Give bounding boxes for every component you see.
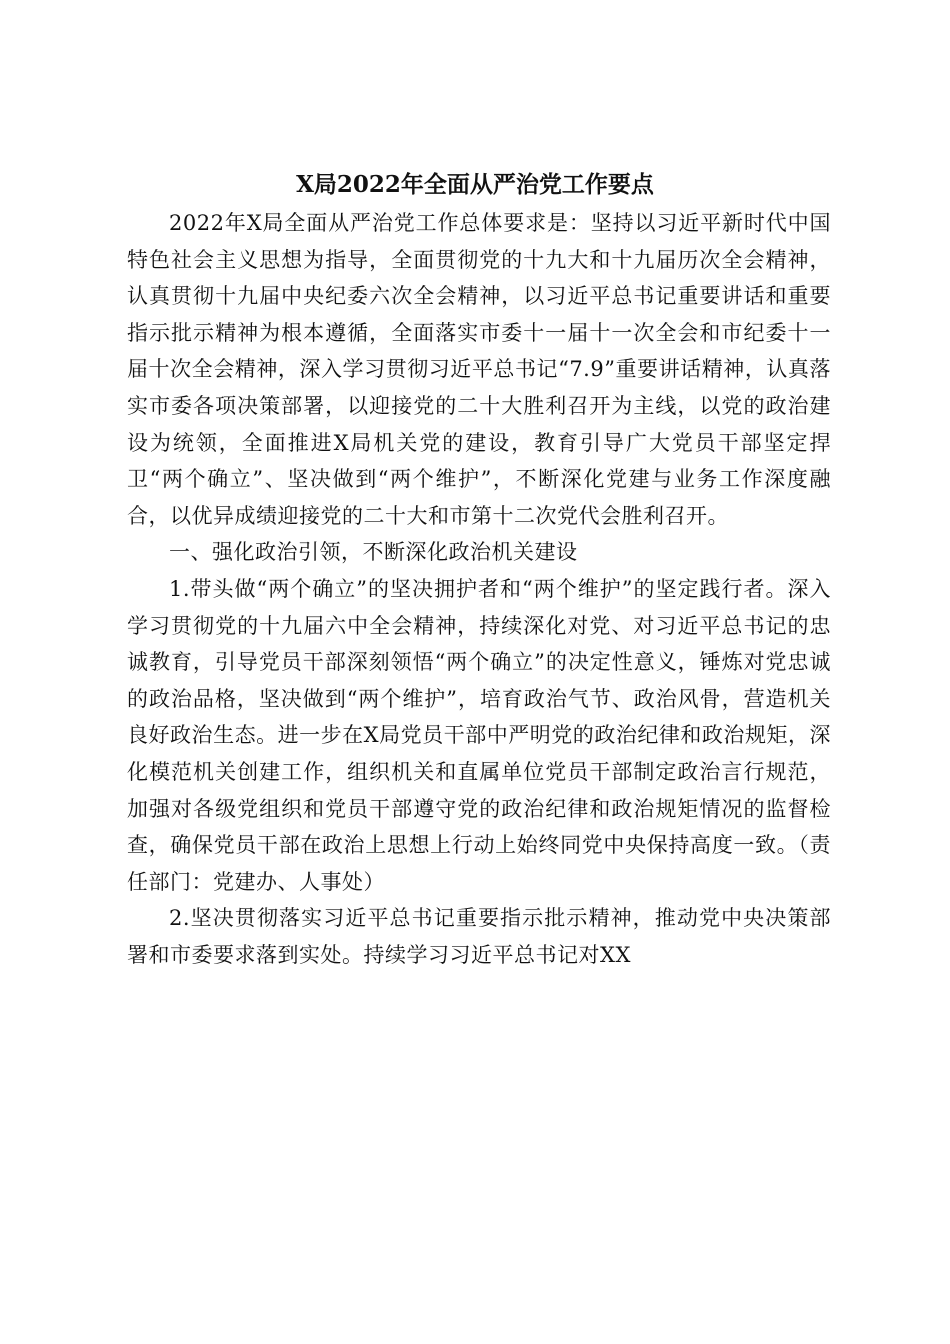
intro-paragraph: 2022年X局全面从严治党工作总体要求是：坚持以习近平新时代中国特色社会主义思想为指导，全面贯彻党的十九大和十九届历次全会精神，认真贯彻十九届中央纪委六次全会精神，以习近平总书记重要讲话和重要指示批示精神为根本遵循，全面落实市委十一届十一次全会和市纪委十一届十次全会精神，深入学习贯彻习近平总书记“7.9”重要讲话精神，认真落实市委各项决策部署，以迎接党的二十大胜利召开为主线，以党的政治建设为统领，全面推进X局机关党的建设，教育引导广大党员干部坚定捍卫“两个确立”、坚决做到“两个维护”，不断深化党建与业务工作深度融合，以优异成绩迎接党的二十大和市第十二次党代会胜利召开。: [127, 211, 831, 528]
item-paragraph-2: 2.坚决贯彻落实习近平总书记重要指示批示精神，推动党中央决策部署和市委要求落到实处。持续学习习近平总书记对XX: [127, 906, 831, 967]
document-body: [127, 205, 831, 973]
item-paragraph-1: 1.带头做“两个确立”的坚决拥护者和“两个维护”的坚定践行者。深入学习贯彻党的十九届六中全会精神，持续深化对党、对习近平总书记的忠诚教育，引导党员干部深刻领悟“两个确立”的决定性意义，锤炼对党忠诚的政治品格，坚决做到“两个维护”，培育政治气节、政治风骨，营造机关良好政治生态。进一步在X局党员干部中严明党的政治纪律和政治规矩，深化模范机关创建工作，组织机关和直属单位党员干部制定政治言行规范，加强对各级党组织和党员干部遵守党的政治纪律和政治规矩情况的监督检查，确保党员干部在政治上思想上行动上始终同党中央保持高度一致。（责任部门：党建办、人事处）: [127, 576, 831, 894]
document-title: X局2022年全面从严治党工作要点: [296, 171, 654, 198]
section-heading-1: 一、强化政治引领，不断深化政治机关建设: [169, 540, 578, 565]
